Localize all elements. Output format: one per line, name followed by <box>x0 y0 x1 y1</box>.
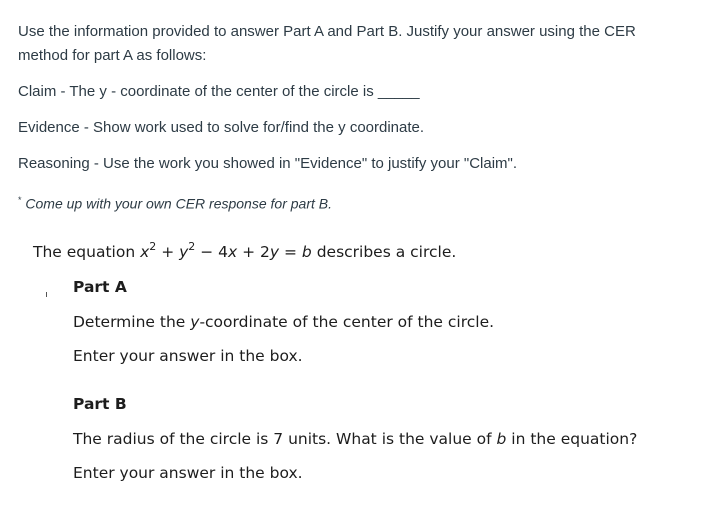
eq-var-y-2: y <box>269 243 280 261</box>
eq-equals: = <box>279 243 302 261</box>
part-b-note <box>18 188 708 216</box>
part-a-question <box>73 311 494 333</box>
equation-suffix: describes a circle. <box>311 243 457 261</box>
eq-minus-4: − 4 <box>195 243 228 261</box>
note-asterisk: * <box>18 195 22 205</box>
eq-plus-1: + <box>156 243 180 261</box>
intro-line-1: Use the information provided to answer Part A and Part B. Justify your answer using the CER <box>18 23 636 40</box>
eq-exponent-1: 2 <box>149 240 157 253</box>
part-b-question-prefix: The radius of the circle is 7 units. What is the value of <box>73 430 497 448</box>
evidence-line: Evidence - Show work used to solve for/find the y coordinate. <box>18 119 425 136</box>
part-a-instruction: Enter your answer in the box. <box>73 347 303 365</box>
part-a-title: Part A <box>73 278 127 296</box>
part-a-question-prefix: Determine the <box>73 313 191 331</box>
eq-var-y: y <box>179 243 189 261</box>
eq-var-x: x <box>140 243 150 261</box>
equation-prefix: The equation <box>33 243 141 261</box>
eq-var-x-2: x <box>228 243 238 261</box>
bullet-tick <box>46 292 47 297</box>
claim-line: Claim - The y - coordinate of the center of the circle is _____ <box>18 83 420 100</box>
part-b-question-var: b <box>496 430 507 448</box>
part-a-question-suffix: -coordinate of the center of the circle. <box>199 313 495 331</box>
equation-line <box>33 238 456 266</box>
reasoning-line: Reasoning - Use the work you showed in "Evidence" to justify your "Claim". <box>18 155 518 172</box>
problem-statement <box>33 238 456 266</box>
part-b-question-suffix: in the equation? <box>506 430 638 448</box>
part-a-question-var: y <box>190 313 200 331</box>
part-b-instruction: Enter your answer in the box. <box>73 464 303 482</box>
part-b-question <box>73 428 637 450</box>
note-text: Come up with your own CER response for part B. <box>25 195 332 212</box>
eq-exponent-2: 2 <box>188 240 196 253</box>
intro-line-2: method for part A as follows: <box>18 47 207 64</box>
eq-plus-2: + 2 <box>237 243 270 261</box>
eq-var-b: b <box>301 243 312 261</box>
cer-instructions <box>18 20 708 216</box>
part-b-title: Part B <box>73 395 127 413</box>
